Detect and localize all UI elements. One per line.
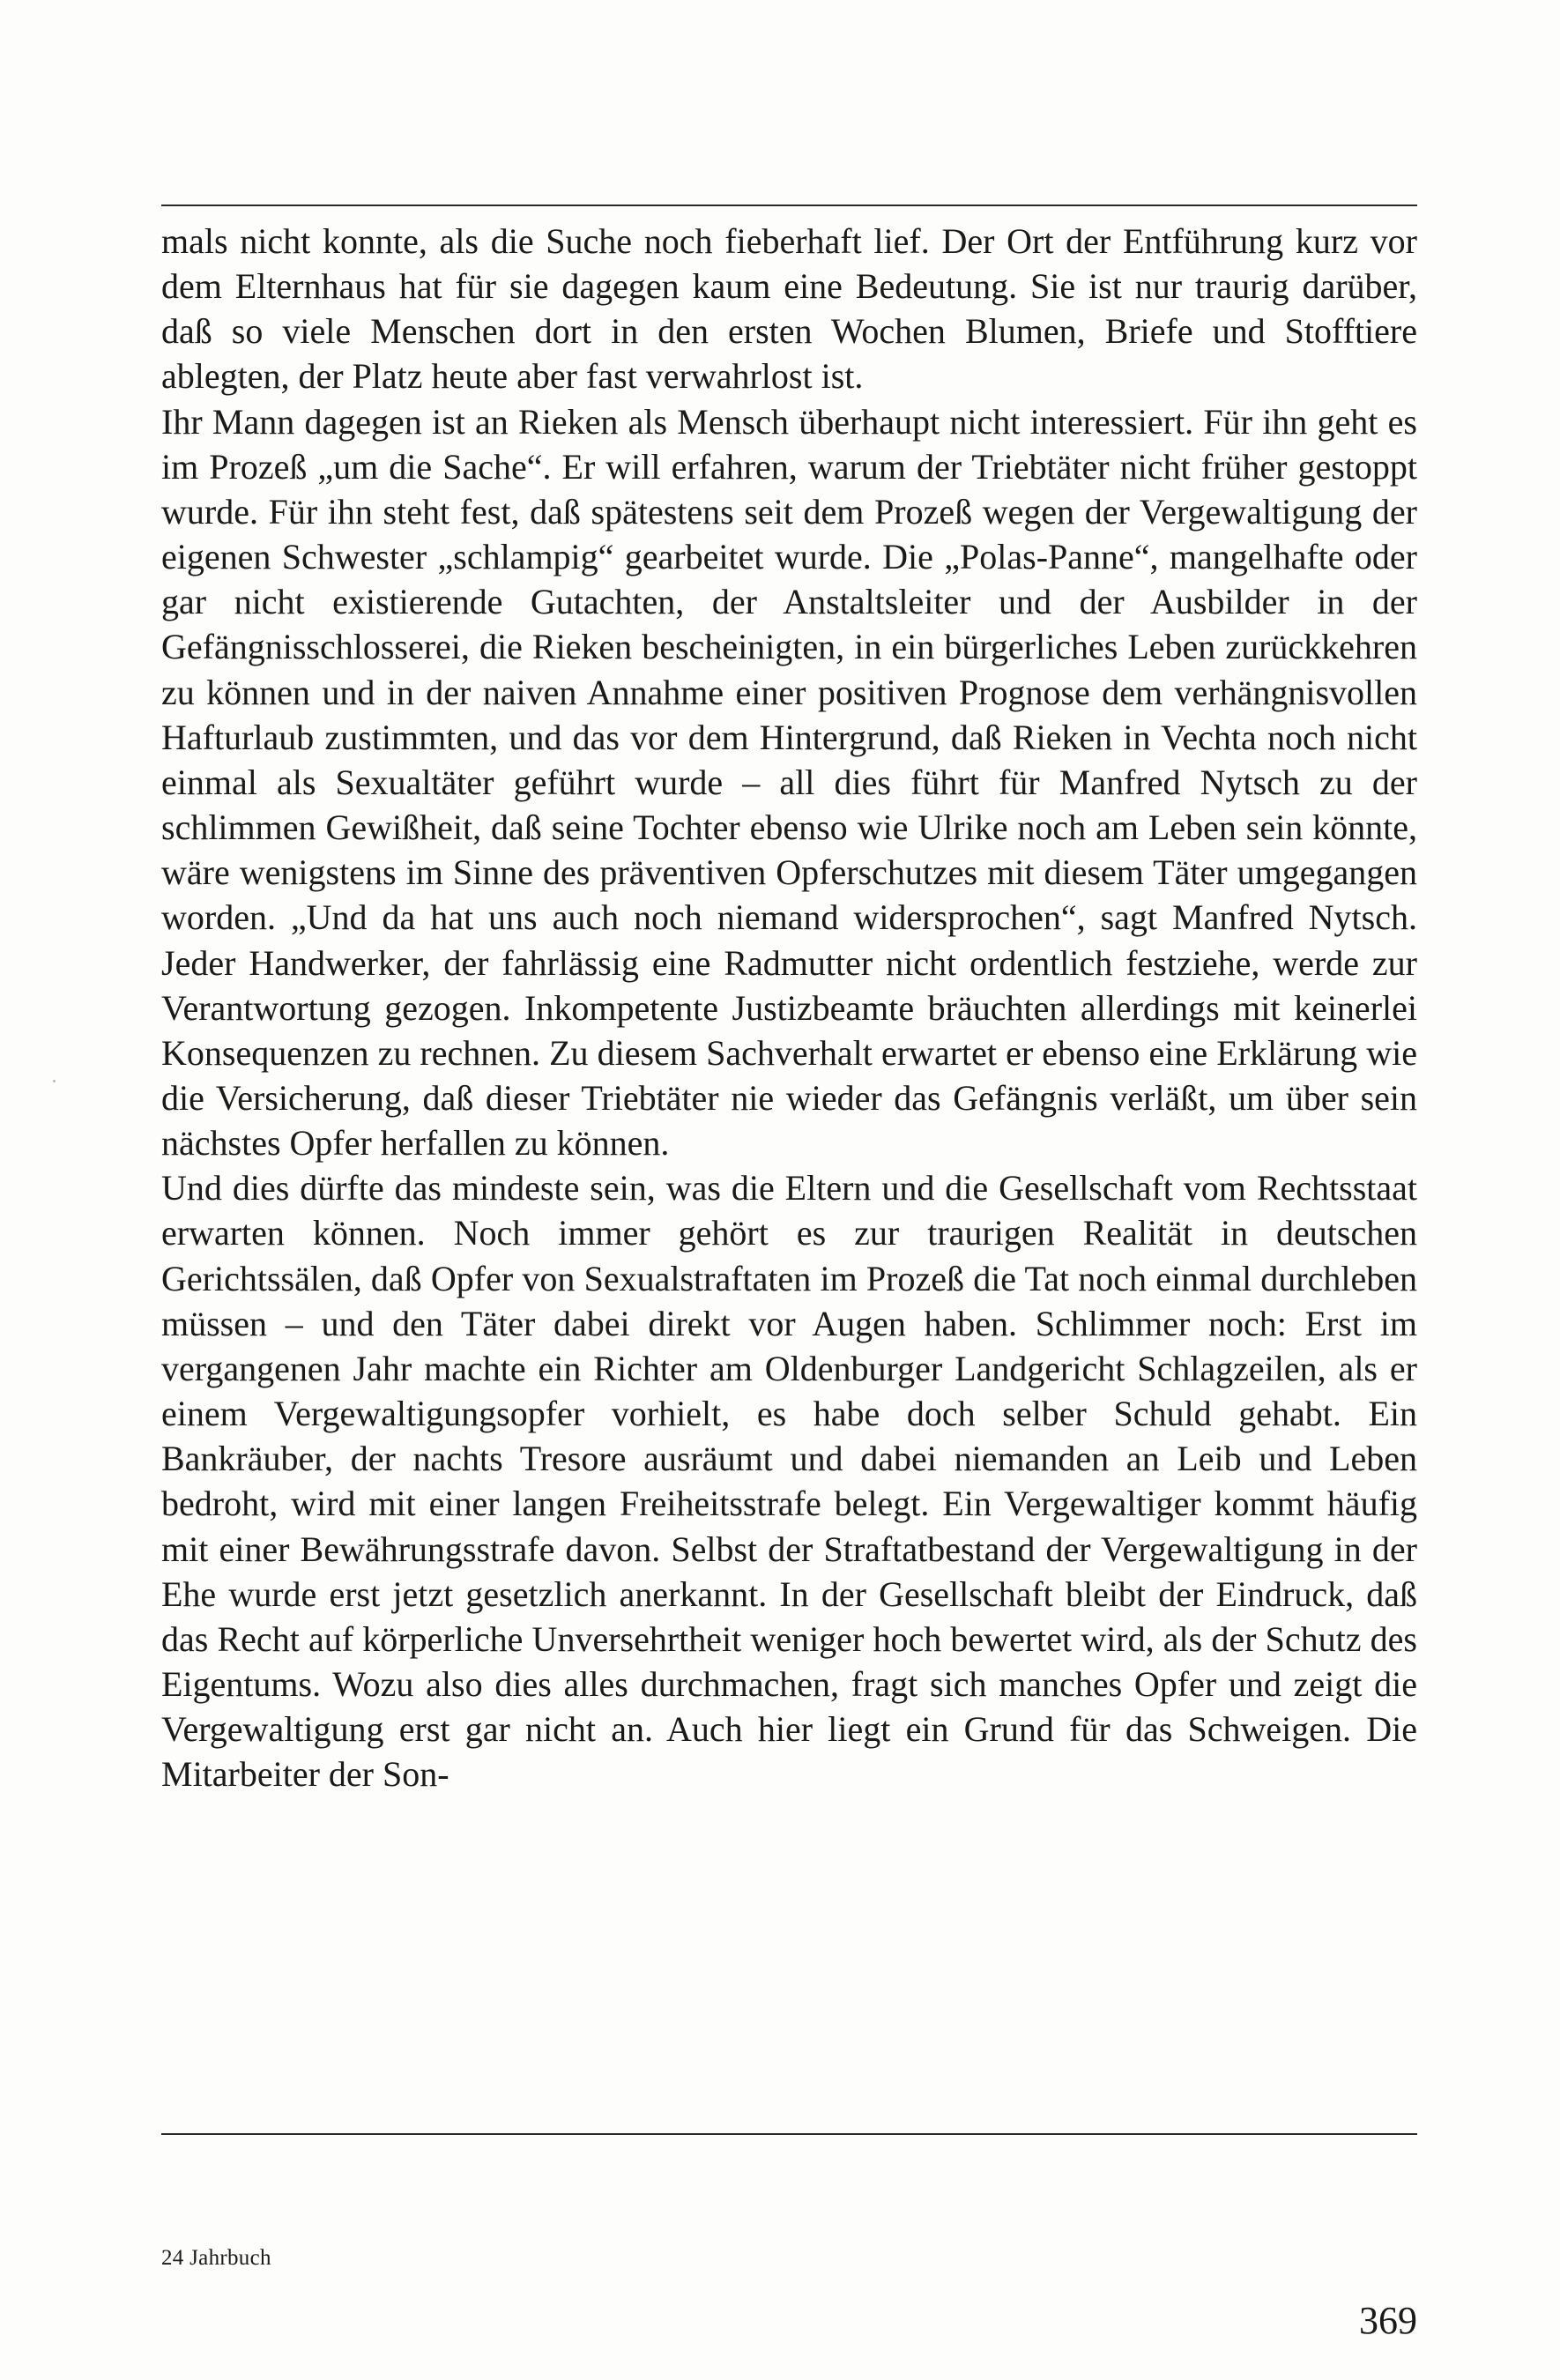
footer-signature: 24 Jahrbuch bbox=[161, 2246, 271, 2270]
page-number: 369 bbox=[1359, 2299, 1417, 2342]
paragraph-3: Und dies dürfte das mindeste sein, was die Eltern und die Gesellschaft vom Rechtsstaat erwarten können. Noch immer gehört es zur traurigen Realität in deutschen Gerichtssälen, daß Opfer von Sexualstraftaten im Prozeß die Tat noch einmal durchleben müssen – und den Täter dabei direkt vor Augen haben. Schlimmer noch: Erst im vergangenen Jahr machte ein Richter am Oldenburger Landgericht Schlagzeilen, als er einem Vergewaltigungsopfer vorhielt, es habe doch selber Schuld gehabt. Ein Bankräuber, der nachts Tresore ausräumt und dabei niemanden an Leib und Leben bedroht, wird mit einer langen Freiheitsstrafe belegt. Ein Vergewaltiger kommt häufig mit einer Bewährungsstrafe davon. Selbst der Straftatbestand der Vergewaltigung in der Ehe wurde erst jetzt gesetzlich anerkannt. In der Gesellschaft bleibt der Eindruck, daß das Recht auf körperliche Unversehrtheit weniger hoch bewertet wird, als der Schutz des Eigentums. Wozu also dies alles durchmachen, fragt sich manches Opfer und zeigt die Vergewaltigung erst gar nicht an. Auch hier liegt ein Grund für das Schweigen. Die Mitarbeiter der Son- bbox=[161, 1168, 1417, 1795]
paragraph-2: Ihr Mann dagegen ist an Rieken als Mensch überhaupt nicht interessiert. Für ihn geht es im Prozeß „um die Sache“. Er will erfahren, warum der Triebtäter nicht früher gestoppt wurde. Für ihn steht fest, daß spätestens seit dem Prozeß wegen der Vergewaltigung der eigenen Schwester „schlampig“ gearbeitet wurde. Die „Polas-Panne“, mangelhafte oder gar nicht existierende Gutachten, der Anstaltsleiter und der Ausbilder in der Gefängnisschlosserei, die Rieken bescheinigten, in ein bürgerliches Leben zurückkehren zu können und in der naiven Annahme einer positiven Prognose dem verhängnisvollen Hafturlaub zustimmten, und das vor dem Hintergrund, daß Rieken in Vechta noch nicht einmal als Sexualtäter geführt wurde – all dies führt für Manfred Nytsch zu der schlimmen Gewißheit, daß seine Tochter ebenso wie Ulrike noch am Leben sein könnte, wäre wenigstens im Sinne des präventiven Opferschutzes mit diesem Täter umgegangen worden. „Und da hat uns auch noch niemand widersprochen“, sagt Manfred Nytsch. Jeder Handwerker, der fahrlässig eine Radmutter nicht ordentlich festziehe, werde zur Verantwortung gezogen. Inkompetente Justizbeamte bräuchten allerdings mit keinerlei Konsequenzen zu rechnen. Zu diesem Sachverhalt erwartet er ebenso eine Erklärung wie die Versicherung, daß dieser Triebtäter nie wieder das Gefängnis verläßt, um über sein nächstes Opfer herfallen zu können. bbox=[161, 401, 1417, 1164]
margin-speck bbox=[53, 1080, 56, 1082]
header-rule bbox=[161, 205, 1417, 206]
paragraph-1: mals nicht konnte, als die Suche noch fieberhaft lief. Der Ort der Entführung kurz vor dem Elternhaus hat für sie dagegen kaum eine Bedeutung. Sie ist nur traurig darüber, daß so viele Menschen dort in den ersten Wochen Blumen, Briefe und Stofftiere ablegten, der Platz heute aber fast verwahrlost ist. bbox=[161, 221, 1417, 397]
footer-rule bbox=[161, 2133, 1417, 2135]
body-text bbox=[161, 219, 1417, 1796]
